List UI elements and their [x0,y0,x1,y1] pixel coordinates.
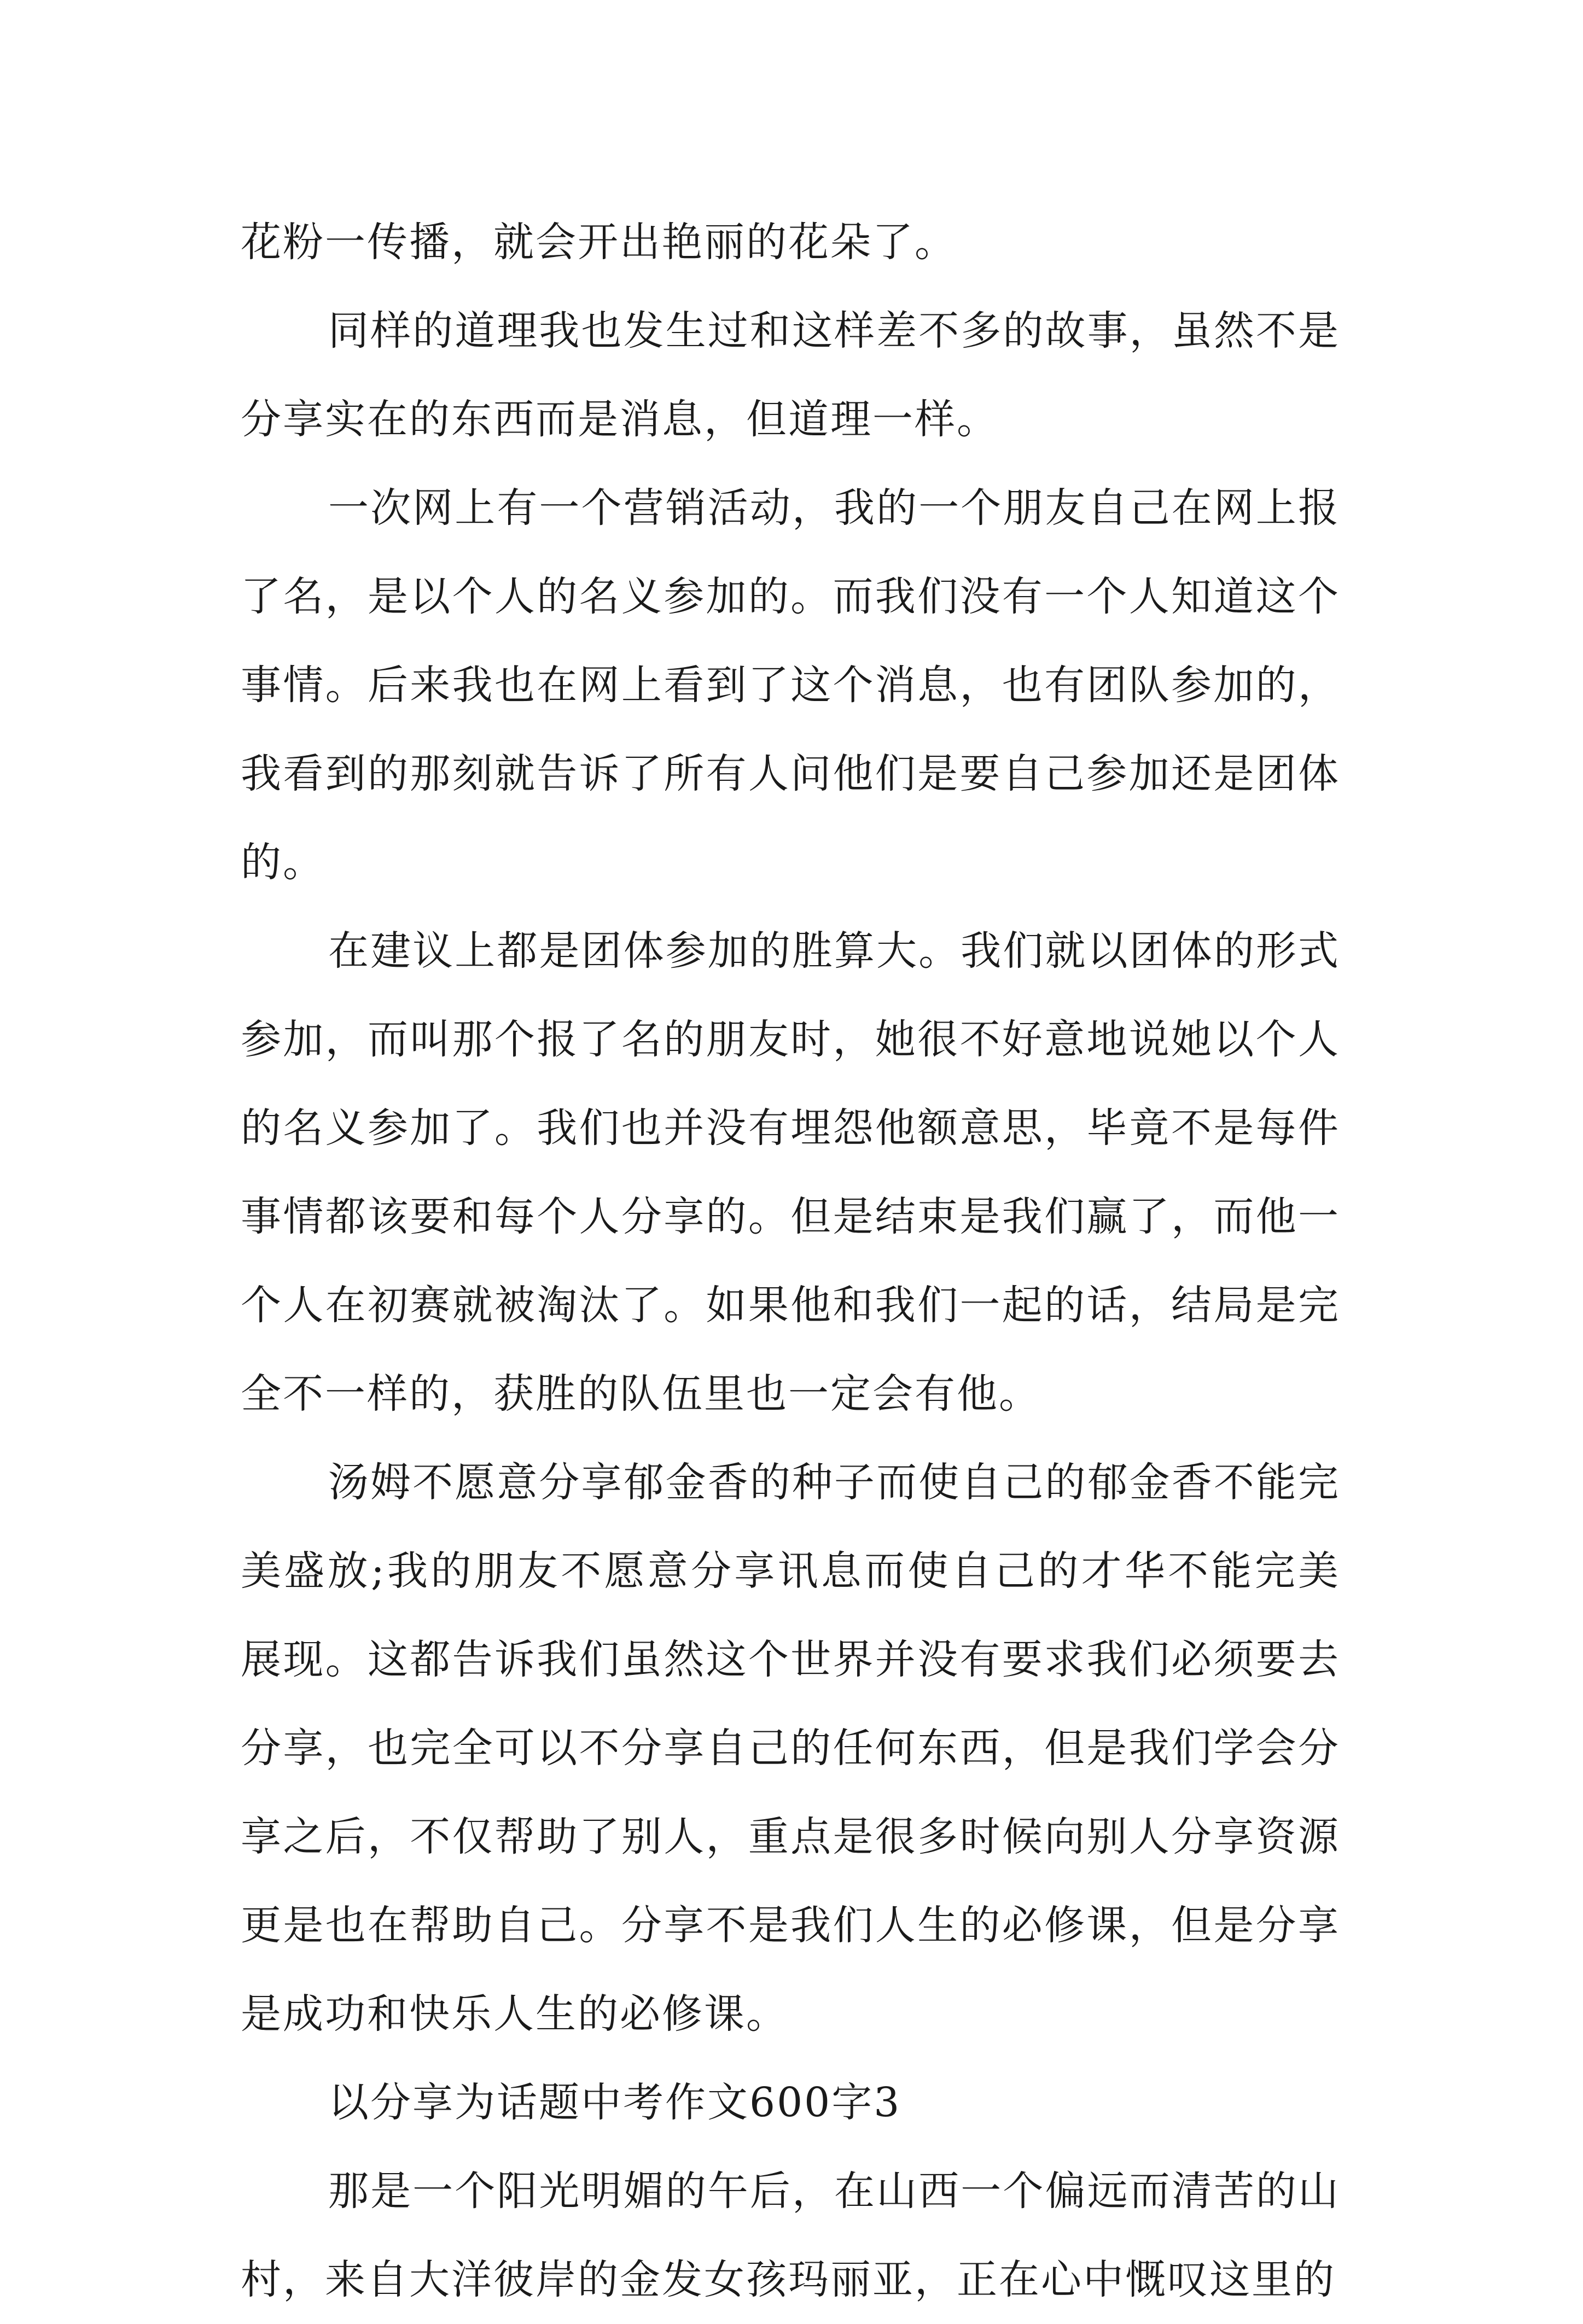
paragraph-2: 同样的道理我也发生过和这样差不多的故事，虽然不是分享实在的东西而是消息，但道理一样。 [241,307,1340,443]
paragraph-5: 汤姆不愿意分享郁金香的种子而使自己的郁金香不能完美盛放;我的朋友不愿意分享讯息而使自己的才华不能完美展现。这都告诉我们虽然这个世界并没有要求我们必须要去分享，也完全可以不分享自己的任何东西，但是我们学会分享之后，不仅帮助了别人，重点是很多时候向别人分享资源更是也在帮助自己。分享不是我们人生的必修课，但是分享是成功和快乐人生的必修课。 [241,1459,1340,2037]
document-body [241,198,1340,2324]
paragraph-3: 一次网上有一个营销活动，我的一个朋友自己在网上报了名，是以个人的名义参加的。而我们没有一个人知道这个事情。后来我也在网上看到了这个消息，也有团队参加的，我看到的那刻就告诉了所有人问他们是要自己参加还是团体的。 [241,484,1340,886]
paragraph-1: 花粉一传播，就会开出艳丽的花朵了。 [241,219,957,266]
paragraph-4: 在建议上都是团体参加的胜算大。我们就以团体的形式参加，而叫那个报了名的朋友时，她很不好意地说她以个人的名义参加了。我们也并没有埋怨他额意思，毕竟不是每件事情都该要和每个人分享的。但是结束是我们赢了，而他一个人在初赛就被淘汰了。如果他和我们一起的话，结局是完全不一样的，获胜的队伍里也一定会有他。 [241,927,1340,1417]
section-heading: 以分享为话题中考作文600字3 [328,2079,901,2126]
paragraph-6: 那是一个阳光明媚的午后，在山西一个偏远而清苦的山村，来自大洋彼岸的金发女孩玛丽亚，正在心中慨叹这里的 [241,2168,1340,2303]
